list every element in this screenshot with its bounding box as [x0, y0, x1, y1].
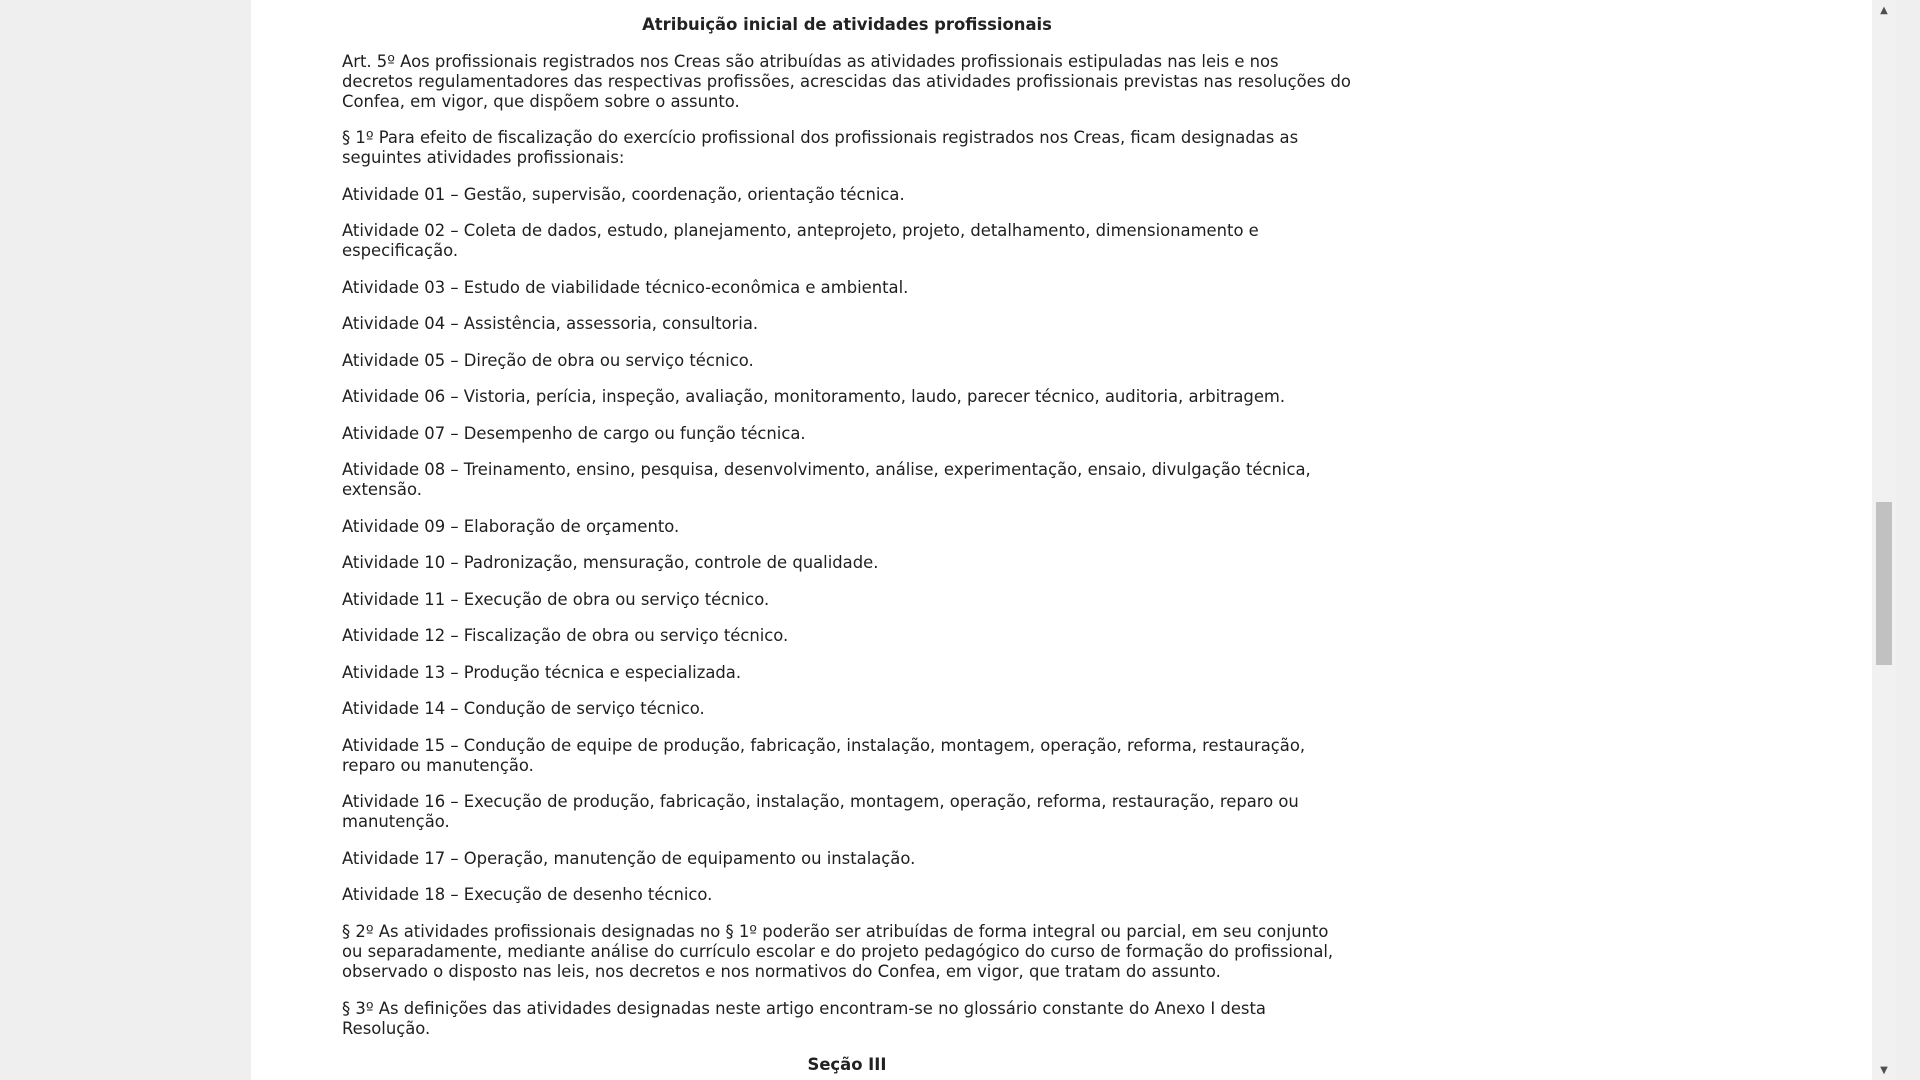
article-5: Art. 5º Aos profissionais registrados nos Creas são atribuídas as atividades profissionais estipuladas nas leis e nos decretos regulamentadores das respectivas profissões, acrescidas das atividades profissionais previstas nas resoluções do Confea, em vigor, que dispõem sobre o assunto.	[342, 52, 1351, 111]
activity-09: Atividade 09 – Elaboração de orçamento.	[342, 517, 680, 536]
activity-17: Atividade 17 – Operação, manutenção de equipamento ou instalação.	[342, 849, 916, 868]
scroll-down-icon[interactable]: ▼	[1880, 1064, 1888, 1076]
section-title: Atribuição inicial de atividades profissionais	[642, 15, 1052, 34]
activity-14: Atividade 14 – Condução de serviço técnico.	[342, 699, 705, 718]
activity-12: Atividade 12 – Fiscalização de obra ou serviço técnico.	[342, 626, 789, 645]
activity-16: Atividade 16 – Execução de produção, fabricação, instalação, montagem, operação, reforma, restauração, reparo ou manutenção.	[342, 792, 1299, 831]
document-page	[251, 0, 1896, 1080]
activity-06: Atividade 06 – Vistoria, perícia, inspeção, avaliação, monitoramento, laudo, parecer técnico, auditoria, arbitragem.	[342, 387, 1286, 406]
paragraph-3: § 3º As definições das atividades designadas neste artigo encontram-se no glossário constante do Anexo I desta Resolução.	[342, 999, 1266, 1038]
activity-07: Atividade 07 – Desempenho de cargo ou função técnica.	[342, 424, 806, 443]
activity-10: Atividade 10 – Padronização, mensuração, controle de qualidade.	[342, 553, 879, 572]
activity-05: Atividade 05 – Direção de obra ou serviço técnico.	[342, 351, 754, 370]
activity-13: Atividade 13 – Produção técnica e especializada.	[342, 663, 742, 682]
activity-18: Atividade 18 – Execução de desenho técnico.	[342, 885, 713, 904]
activity-11: Atividade 11 – Execução de obra ou serviço técnico.	[342, 590, 770, 609]
scrollbar-thumb[interactable]	[1876, 502, 1892, 665]
scroll-up-icon[interactable]: ▲	[1880, 4, 1888, 16]
activity-08: Atividade 08 – Treinamento, ensino, pesquisa, desenvolvimento, análise, experimentação, ensaio, divulgação técnica, extensão.	[342, 460, 1311, 499]
activity-01: Atividade 01 – Gestão, supervisão, coordenação, orientação técnica.	[342, 185, 905, 204]
paragraph-1: § 1º Para efeito de fiscalização do exercício profissional dos profissionais registrados nos Creas, ficam designadas as seguintes atividades profissionais:	[342, 128, 1299, 167]
vertical-scrollbar[interactable]	[1872, 0, 1896, 1080]
next-section-title: Seção III	[807, 1055, 887, 1074]
activity-03: Atividade 03 – Estudo de viabilidade técnico-econômica e ambiental.	[342, 278, 909, 297]
activity-02: Atividade 02 – Coleta de dados, estudo, planejamento, anteprojeto, projeto, detalhamento, dimensionamento e especificação.	[342, 221, 1259, 260]
activity-04: Atividade 04 – Assistência, assessoria, consultoria.	[342, 314, 759, 333]
activity-15: Atividade 15 – Condução de equipe de produção, fabricação, instalação, montagem, operação, reforma, restauração, reparo ou manutenção.	[342, 736, 1306, 775]
paragraph-2: § 2º As atividades profissionais designadas no § 1º poderão ser atribuídas de forma integral ou parcial, em seu conjunto ou separadamente, mediante análise do currículo escolar e do projeto pedagógico do curso de formação do profissional, observado o disposto nas leis, nos decretos e nos normativos do Confea, em vigor, que tratam do assunto.	[342, 922, 1334, 981]
